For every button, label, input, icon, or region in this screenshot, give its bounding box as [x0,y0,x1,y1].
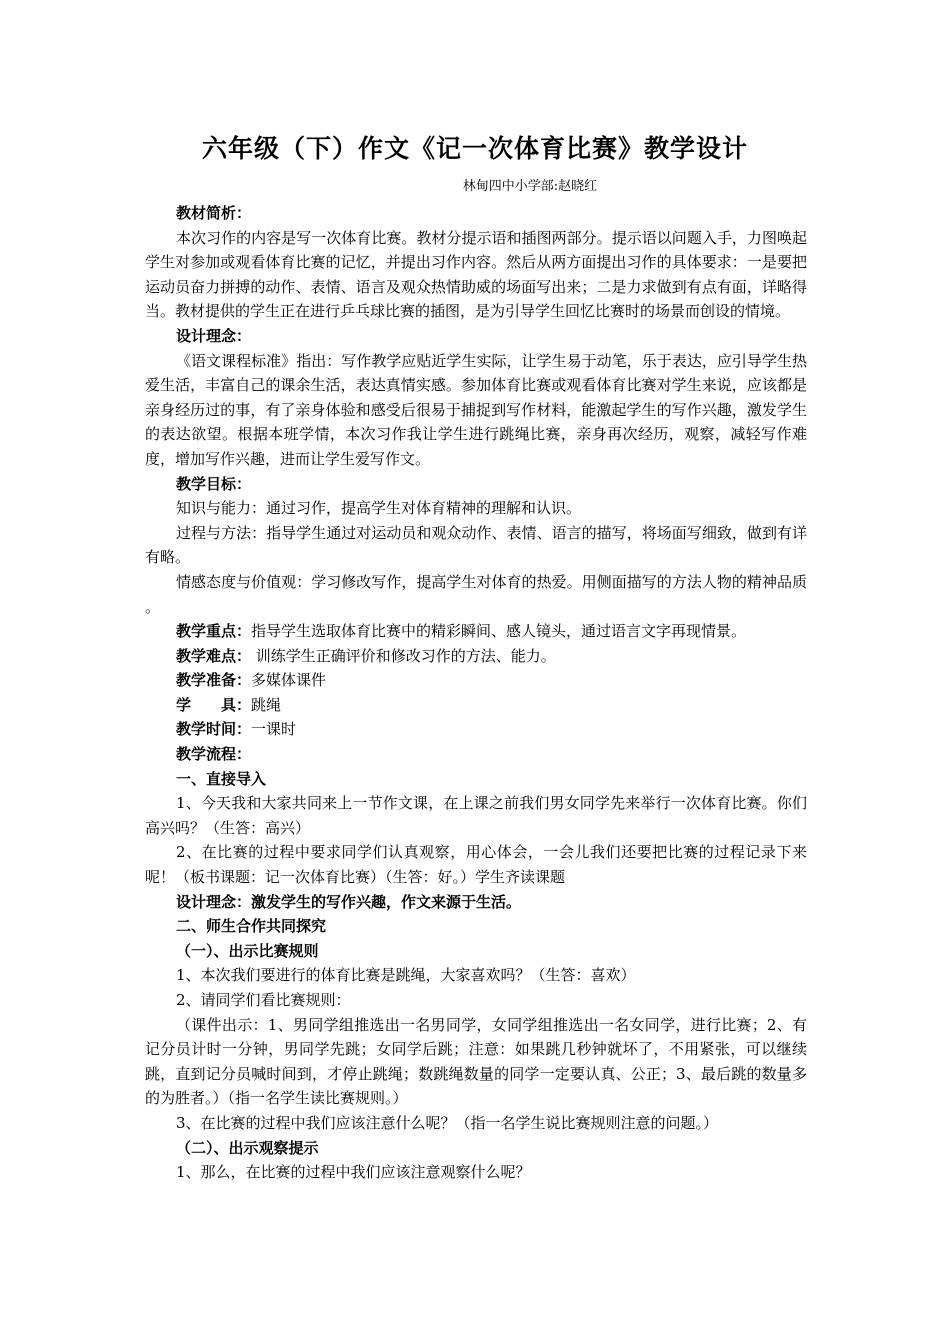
heading-concept: 设计理念： [176,326,252,345]
time-label: 教学时间： [176,720,252,739]
section2a-paragraph-2: 2、请同学们看比赛规则： [176,991,351,1009]
preparation-label: 教学准备： [176,671,252,690]
section1-title: 一、直接导入 [176,769,267,788]
section2a-paragraph-3: （课件出示：1、男同学组推选出一名男同学，女同学组推选出一名女同学，进行比赛；2、有记分员计时一分钟，男同学先跳；女同学后跳；注意：如果跳几秒钟就坏了，不用紧张，可以继续跳，直到记分员喊时间到，才停止跳绳；数跳绳数量的同学一定要认真、公正；3、最后跳的数量多的为胜者。）（指一名学生读比赛规则。） [145,1015,807,1108]
time-line [145,717,807,742]
tools-line [145,693,807,718]
heading-material: 教材简析： [176,204,252,222]
tools-label: 学 具： [176,695,252,714]
paragraph-concept: 《语文课程标准》指出：写作教学应贴近学生实际，让学生易于动笔，乐于表达，应引导学生热爱生活，丰富自己的课余生活，表达真情实感。参加体育比赛或观看体育比赛对学生来说，应该都是亲身经历过的事，有了亲身体验和感受后很易于捕捉到写作材料，能激起学生的写作兴趣，激发学生的表达欲望。根据本班学情，本次习作我让学生进行跳绳比赛，亲身再次经历，观察，减轻写作难度，增加写作兴趣，进而让学生爱写作文。 [145,351,807,468]
section2-title: 二、师生合作共同探究 [176,917,327,936]
difficulty-line [145,644,807,669]
heading-flow: 教学流程： [176,745,252,764]
preparation-text: 多媒体课件 [251,671,327,690]
section2a-paragraph-1: 1、本次我们要进行的体育比赛是跳绳，大家喜欢吗？（生答：喜欢） [176,966,636,985]
section2b-title: （二）、出示观察提示 [176,1138,319,1157]
section2a-title: （一）、出示比赛规则 [176,941,319,960]
goal-emotion: 情感态度与价值观：学习修改写作，提高学生对体育的热爱。用侧面描写的方法人物的精神品质 。 [145,572,807,616]
section2b-paragraph-1: 1、那么，在比赛的过程中我们应该注意观察什么呢？ [176,1163,531,1182]
section1-paragraph-2: 2、在比赛的过程中要求同学们认真观察，用心体会，一会儿我们还要把比赛的过程记录下来呢！（板书课题：记一次体育比赛）（生答：好。）学生齐读课题 [145,843,807,887]
difficulty-text: 训练学生正确评价和修改习作的方法、能力。 [251,646,556,665]
document-title: 六年级（下）作文《记一次体育比赛》教学设计 [201,134,748,163]
paragraph-material: 本次习作的内容是写一次体育比赛。教材分提示语和插图两部分。提示语以问题入手，力图唤起学生对参加或观看体育比赛的记忆，并提出习作内容。然后从两方面提出习作的具体要求：一是要把运动员奋力拼搏的动作、表情、语言及观众热情助威的场面写出来；二是力求做到有点有面，详略得当。教材提供的学生正在进行乒乓球比赛的插图，是为引导学生回忆比赛时的场景而创设的情境。 [145,228,807,321]
tools-text: 跳绳 [251,695,282,714]
preparation-line [145,668,807,693]
document-body [145,201,807,1185]
goal-process: 过程与方法：指导学生通过对运动员和观众动作、表情、语言的描写，将场面写细致，做到有详有略。 [145,523,807,567]
key-point-label: 教学重点： [176,622,252,641]
heading-goals: 教学目标： [176,474,252,493]
section2a-paragraph-4: 3、在比赛的过程中我们应该注意什么呢？（指一名学生说比赛规则注意的问题。） [176,1113,719,1132]
key-point-text: 指导学生选取体育比赛中的精彩瞬间、感人镜头，通过语言文字再现情景。 [251,622,747,641]
section1-concept: 设计理念：激发学生的写作兴趣，作文来源于生活。 [176,892,522,911]
author-line: 林甸四中小学部:赵晓红 [462,179,598,194]
goal-knowledge: 知识与能力：通过习作，提高学生对体育精神的理解和认识。 [176,499,582,518]
time-text: 一课时 [251,720,297,739]
difficulty-label: 教学难点： [176,646,252,665]
section1-paragraph-1: 1、今天我和大家共同来上一节作文课，在上课之前我们男女同学先来举行一次体育比赛。你们高兴吗？（生答：高兴） [145,794,807,837]
key-point-line [145,619,807,644]
